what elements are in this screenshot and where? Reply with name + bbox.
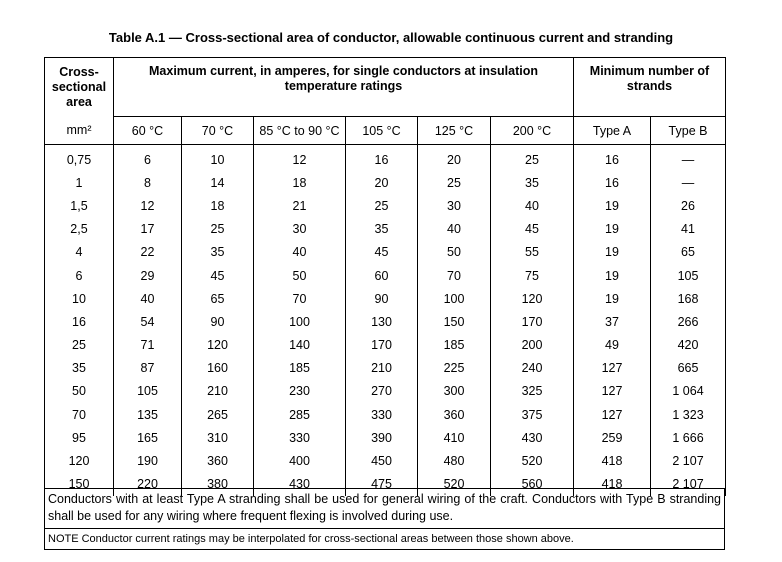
table-row — [45, 449, 726, 472]
table-cell: 390 — [346, 426, 418, 449]
table-cell: 25 — [491, 145, 574, 172]
table-cell: 26 — [651, 194, 726, 217]
table-cell: 35 — [346, 218, 418, 241]
table-cell: 330 — [254, 426, 346, 449]
table-cell: 105 — [114, 380, 182, 403]
table-cell: 130 — [346, 310, 418, 333]
table-cell: 50 — [418, 241, 491, 264]
table-cell: 18 — [182, 194, 254, 217]
table-cell: 420 — [651, 334, 726, 357]
table-row — [45, 426, 726, 449]
table-cell: 21 — [254, 194, 346, 217]
table-cell: 75 — [491, 264, 574, 287]
table-cell: 270 — [346, 380, 418, 403]
unit-header: mm² — [45, 117, 114, 145]
table-cell: 20 — [418, 145, 491, 172]
table-cell: 310 — [182, 426, 254, 449]
table-cell: 35 — [491, 171, 574, 194]
table-cell: 30 — [418, 194, 491, 217]
table-cell: 100 — [418, 287, 491, 310]
table-cell: 37 — [574, 310, 651, 333]
table-cell: 225 — [418, 357, 491, 380]
unit-header: 85 °C to 90 °C — [254, 117, 346, 145]
table-cell: 168 — [651, 287, 726, 310]
table-cell: 4 — [45, 241, 114, 264]
table-cell: 17 — [114, 218, 182, 241]
table-cell: 375 — [491, 403, 574, 426]
table-cell: 16 — [574, 145, 651, 172]
table-cell: 41 — [651, 218, 726, 241]
table-cell: 418 — [574, 473, 651, 496]
table-cell: 127 — [574, 357, 651, 380]
table-cell: 40 — [254, 241, 346, 264]
table-cell: 325 — [491, 380, 574, 403]
table-cell: 65 — [182, 287, 254, 310]
table-cell: 285 — [254, 403, 346, 426]
table-cell: 150 — [418, 310, 491, 333]
table-cell: 140 — [254, 334, 346, 357]
table-cell: 45 — [491, 218, 574, 241]
table-cell: 16 — [346, 145, 418, 172]
table-cell: 1,5 — [45, 194, 114, 217]
table-cell: 410 — [418, 426, 491, 449]
table-cell: 360 — [418, 403, 491, 426]
table-cell: 19 — [574, 264, 651, 287]
table-cell: 150 — [45, 473, 114, 496]
header-max-current: Maximum current, in amperes, for single conductors at insulation temperature ratings — [114, 58, 574, 117]
table-cell: 520 — [418, 473, 491, 496]
table-cell: 45 — [346, 241, 418, 264]
interpolation-note: NOTE Conductor current ratings may be interpolated for cross-sectional areas between those shown above. — [48, 533, 574, 545]
table-cell: 19 — [574, 287, 651, 310]
table-cell: 120 — [491, 287, 574, 310]
table-cell: 8 — [114, 171, 182, 194]
table-cell: 190 — [114, 449, 182, 472]
table-cell: 475 — [346, 473, 418, 496]
table-cell: 0,75 — [45, 145, 114, 172]
table-row — [45, 194, 726, 217]
table-row — [45, 380, 726, 403]
table-cell: 10 — [45, 287, 114, 310]
table-cell: 1 323 — [651, 403, 726, 426]
unit-header: Type A — [574, 117, 651, 145]
unit-header: 60 °C — [114, 117, 182, 145]
table-cell: 430 — [254, 473, 346, 496]
table-cell: 127 — [574, 380, 651, 403]
table-cell: 400 — [254, 449, 346, 472]
table-cell: 165 — [114, 426, 182, 449]
table-row — [45, 241, 726, 264]
table-cell: 230 — [254, 380, 346, 403]
table-row — [45, 264, 726, 287]
table-cell: — — [651, 145, 726, 172]
stranding-footnote: Conductors with at least Type A stranding shall be used for general wiring of the craft. Conductors with Type B stranding shall be used for any wiring where frequent flexing is involved during use. — [45, 489, 724, 529]
table-cell: 95 — [45, 426, 114, 449]
table-cell: 170 — [491, 310, 574, 333]
table-cell: 418 — [574, 449, 651, 472]
table-cell: 1 666 — [651, 426, 726, 449]
table-cell: 380 — [182, 473, 254, 496]
table-cell: 50 — [254, 264, 346, 287]
table-cell: 40 — [418, 218, 491, 241]
table-cell: 16 — [45, 310, 114, 333]
table-cell: 10 — [182, 145, 254, 172]
table-cell: 300 — [418, 380, 491, 403]
table-row — [45, 171, 726, 194]
unit-header: Type B — [651, 117, 726, 145]
table-cell: 135 — [114, 403, 182, 426]
table-cell: 25 — [346, 194, 418, 217]
table-cell: 18 — [254, 171, 346, 194]
table-cell: 70 — [254, 287, 346, 310]
table-cell: 1 — [45, 171, 114, 194]
table-row — [45, 218, 726, 241]
table-cell: 65 — [651, 241, 726, 264]
table-cell: 55 — [491, 241, 574, 264]
table-cell: 240 — [491, 357, 574, 380]
table-cell: 210 — [346, 357, 418, 380]
table-row — [45, 357, 726, 380]
table-cell: 16 — [574, 171, 651, 194]
unit-header: 105 °C — [346, 117, 418, 145]
table-body — [45, 145, 726, 496]
table-cell: 70 — [45, 403, 114, 426]
notes-box — [44, 488, 725, 550]
table-cell: 30 — [254, 218, 346, 241]
table-cell: 127 — [574, 403, 651, 426]
table-cell: 19 — [574, 194, 651, 217]
table-cell: 40 — [114, 287, 182, 310]
table-cell: 120 — [182, 334, 254, 357]
table-cell: 360 — [182, 449, 254, 472]
table-cell: 265 — [182, 403, 254, 426]
table-cell: 71 — [114, 334, 182, 357]
table-cell: 259 — [574, 426, 651, 449]
table-row — [45, 334, 726, 357]
table-cell: 40 — [491, 194, 574, 217]
table-cell: 520 — [491, 449, 574, 472]
table-row — [45, 403, 726, 426]
table-cell: 2,5 — [45, 218, 114, 241]
unit-header: 200 °C — [491, 117, 574, 145]
table-cell: 35 — [182, 241, 254, 264]
table-cell: 22 — [114, 241, 182, 264]
table-cell: 185 — [418, 334, 491, 357]
table-cell: 90 — [346, 287, 418, 310]
table-cell: 54 — [114, 310, 182, 333]
unit-header: 125 °C — [418, 117, 491, 145]
table-cell: 120 — [45, 449, 114, 472]
unit-header: 70 °C — [182, 117, 254, 145]
table-cell: — — [651, 171, 726, 194]
table-cell: 450 — [346, 449, 418, 472]
header-min-strands: Minimum number of strands — [574, 58, 726, 117]
table-cell: 25 — [182, 218, 254, 241]
table-cell: 266 — [651, 310, 726, 333]
table-cell: 430 — [491, 426, 574, 449]
table-cell: 2 107 — [651, 449, 726, 472]
table-cell: 14 — [182, 171, 254, 194]
table-cell: 665 — [651, 357, 726, 380]
table-cell: 60 — [346, 264, 418, 287]
table-cell: 1 064 — [651, 380, 726, 403]
table-cell: 105 — [651, 264, 726, 287]
table-cell: 210 — [182, 380, 254, 403]
table-row — [45, 145, 726, 172]
table-cell: 12 — [114, 194, 182, 217]
table-row — [45, 287, 726, 310]
table-cell: 185 — [254, 357, 346, 380]
table-cell: 87 — [114, 357, 182, 380]
table-cell: 170 — [346, 334, 418, 357]
conductor-table — [44, 57, 726, 496]
table-cell: 6 — [45, 264, 114, 287]
table-cell: 220 — [114, 473, 182, 496]
table-cell: 90 — [182, 310, 254, 333]
table-cell: 12 — [254, 145, 346, 172]
table-row — [45, 310, 726, 333]
table-cell: 19 — [574, 241, 651, 264]
table-cell: 45 — [182, 264, 254, 287]
table-cell: 29 — [114, 264, 182, 287]
table-cell: 25 — [418, 171, 491, 194]
table-cell: 70 — [418, 264, 491, 287]
table-cell: 160 — [182, 357, 254, 380]
table-cell: 100 — [254, 310, 346, 333]
table-cell: 49 — [574, 334, 651, 357]
table-cell: 35 — [45, 357, 114, 380]
table-cell: 560 — [491, 473, 574, 496]
table-cell: 480 — [418, 449, 491, 472]
table-cell: 2 107 — [651, 473, 726, 496]
table-title: Table A.1 — Cross-sectional area of conductor, allowable continuous current and stranding — [108, 30, 674, 45]
table-cell: 330 — [346, 403, 418, 426]
table-cell: 6 — [114, 145, 182, 172]
header-cross-section: Cross-sectional area — [45, 58, 114, 117]
table-cell: 25 — [45, 334, 114, 357]
table-cell: 20 — [346, 171, 418, 194]
table-cell: 200 — [491, 334, 574, 357]
table-cell: 19 — [574, 218, 651, 241]
table-cell: 50 — [45, 380, 114, 403]
